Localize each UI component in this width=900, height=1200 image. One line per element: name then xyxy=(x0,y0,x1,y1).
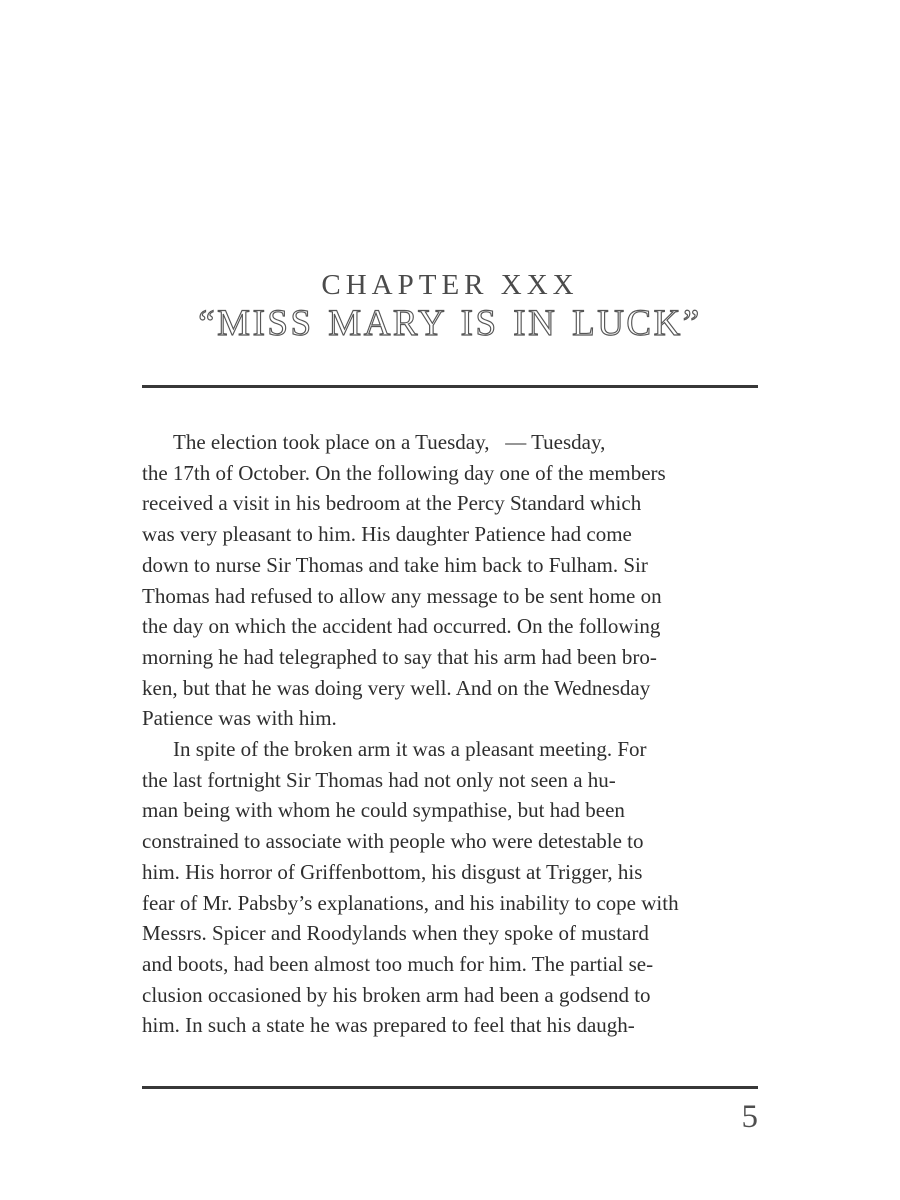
top-rule xyxy=(142,385,758,388)
text-line: the 17th of October. On the following day one of the members xyxy=(142,460,666,485)
page-number: 5 xyxy=(741,1099,758,1136)
text-line: man being with whom he could sympathise, but had been xyxy=(142,798,625,823)
text-line: down to nurse Sir Thomas and take him back to Fulham. Sir xyxy=(142,552,648,577)
paragraph xyxy=(142,427,758,734)
chapter-heading: CHAPTER XXX xyxy=(321,269,579,301)
chapter-title: “MISS MARY IS IN LUCK” xyxy=(198,303,702,344)
text-line: The election took place on a Tuesday, — Tuesday, xyxy=(173,430,606,454)
text-line: fear of Mr. Pabsby’s explanations, and his inability to cope with xyxy=(142,890,679,915)
text-line: Patience was with him. xyxy=(142,706,337,731)
text-line: was very pleasant to him. His daughter Patience had come xyxy=(142,522,632,547)
text-line: ken, but that he was doing very well. And on the Wednesday xyxy=(142,675,651,700)
text-line: Thomas had refused to allow any message to be sent home on xyxy=(142,583,662,608)
text-line: and boots, had been almost too much for him. The partial se- xyxy=(142,951,654,976)
body-text xyxy=(142,427,758,1041)
text-line: In spite of the broken arm it was a pleasant meeting. For xyxy=(173,737,647,762)
text-line: constrained to associate with people who were detestable to xyxy=(142,829,644,854)
text-line: him. In such a state he was prepared to feel that his daugh- xyxy=(142,1013,635,1038)
text-line: received a visit in his bedroom at the Percy Standard which xyxy=(142,491,642,516)
text-line: the last fortnight Sir Thomas had not only not seen a hu- xyxy=(142,767,616,792)
text-line: the day on which the accident had occurred. On the following xyxy=(142,614,661,639)
content-column xyxy=(142,0,758,1134)
paragraph xyxy=(142,734,758,1041)
bottom-rule xyxy=(142,1086,758,1089)
text-line: him. His horror of Griffenbottom, his disgust at Trigger, his xyxy=(142,859,643,884)
text-line: morning he had telegraphed to say that his arm had been bro- xyxy=(142,644,657,669)
text-line: Messrs. Spicer and Roodylands when they spoke of mustard xyxy=(142,921,649,946)
text-line: clusion occasioned by his broken arm had been a godsend to xyxy=(142,982,651,1007)
